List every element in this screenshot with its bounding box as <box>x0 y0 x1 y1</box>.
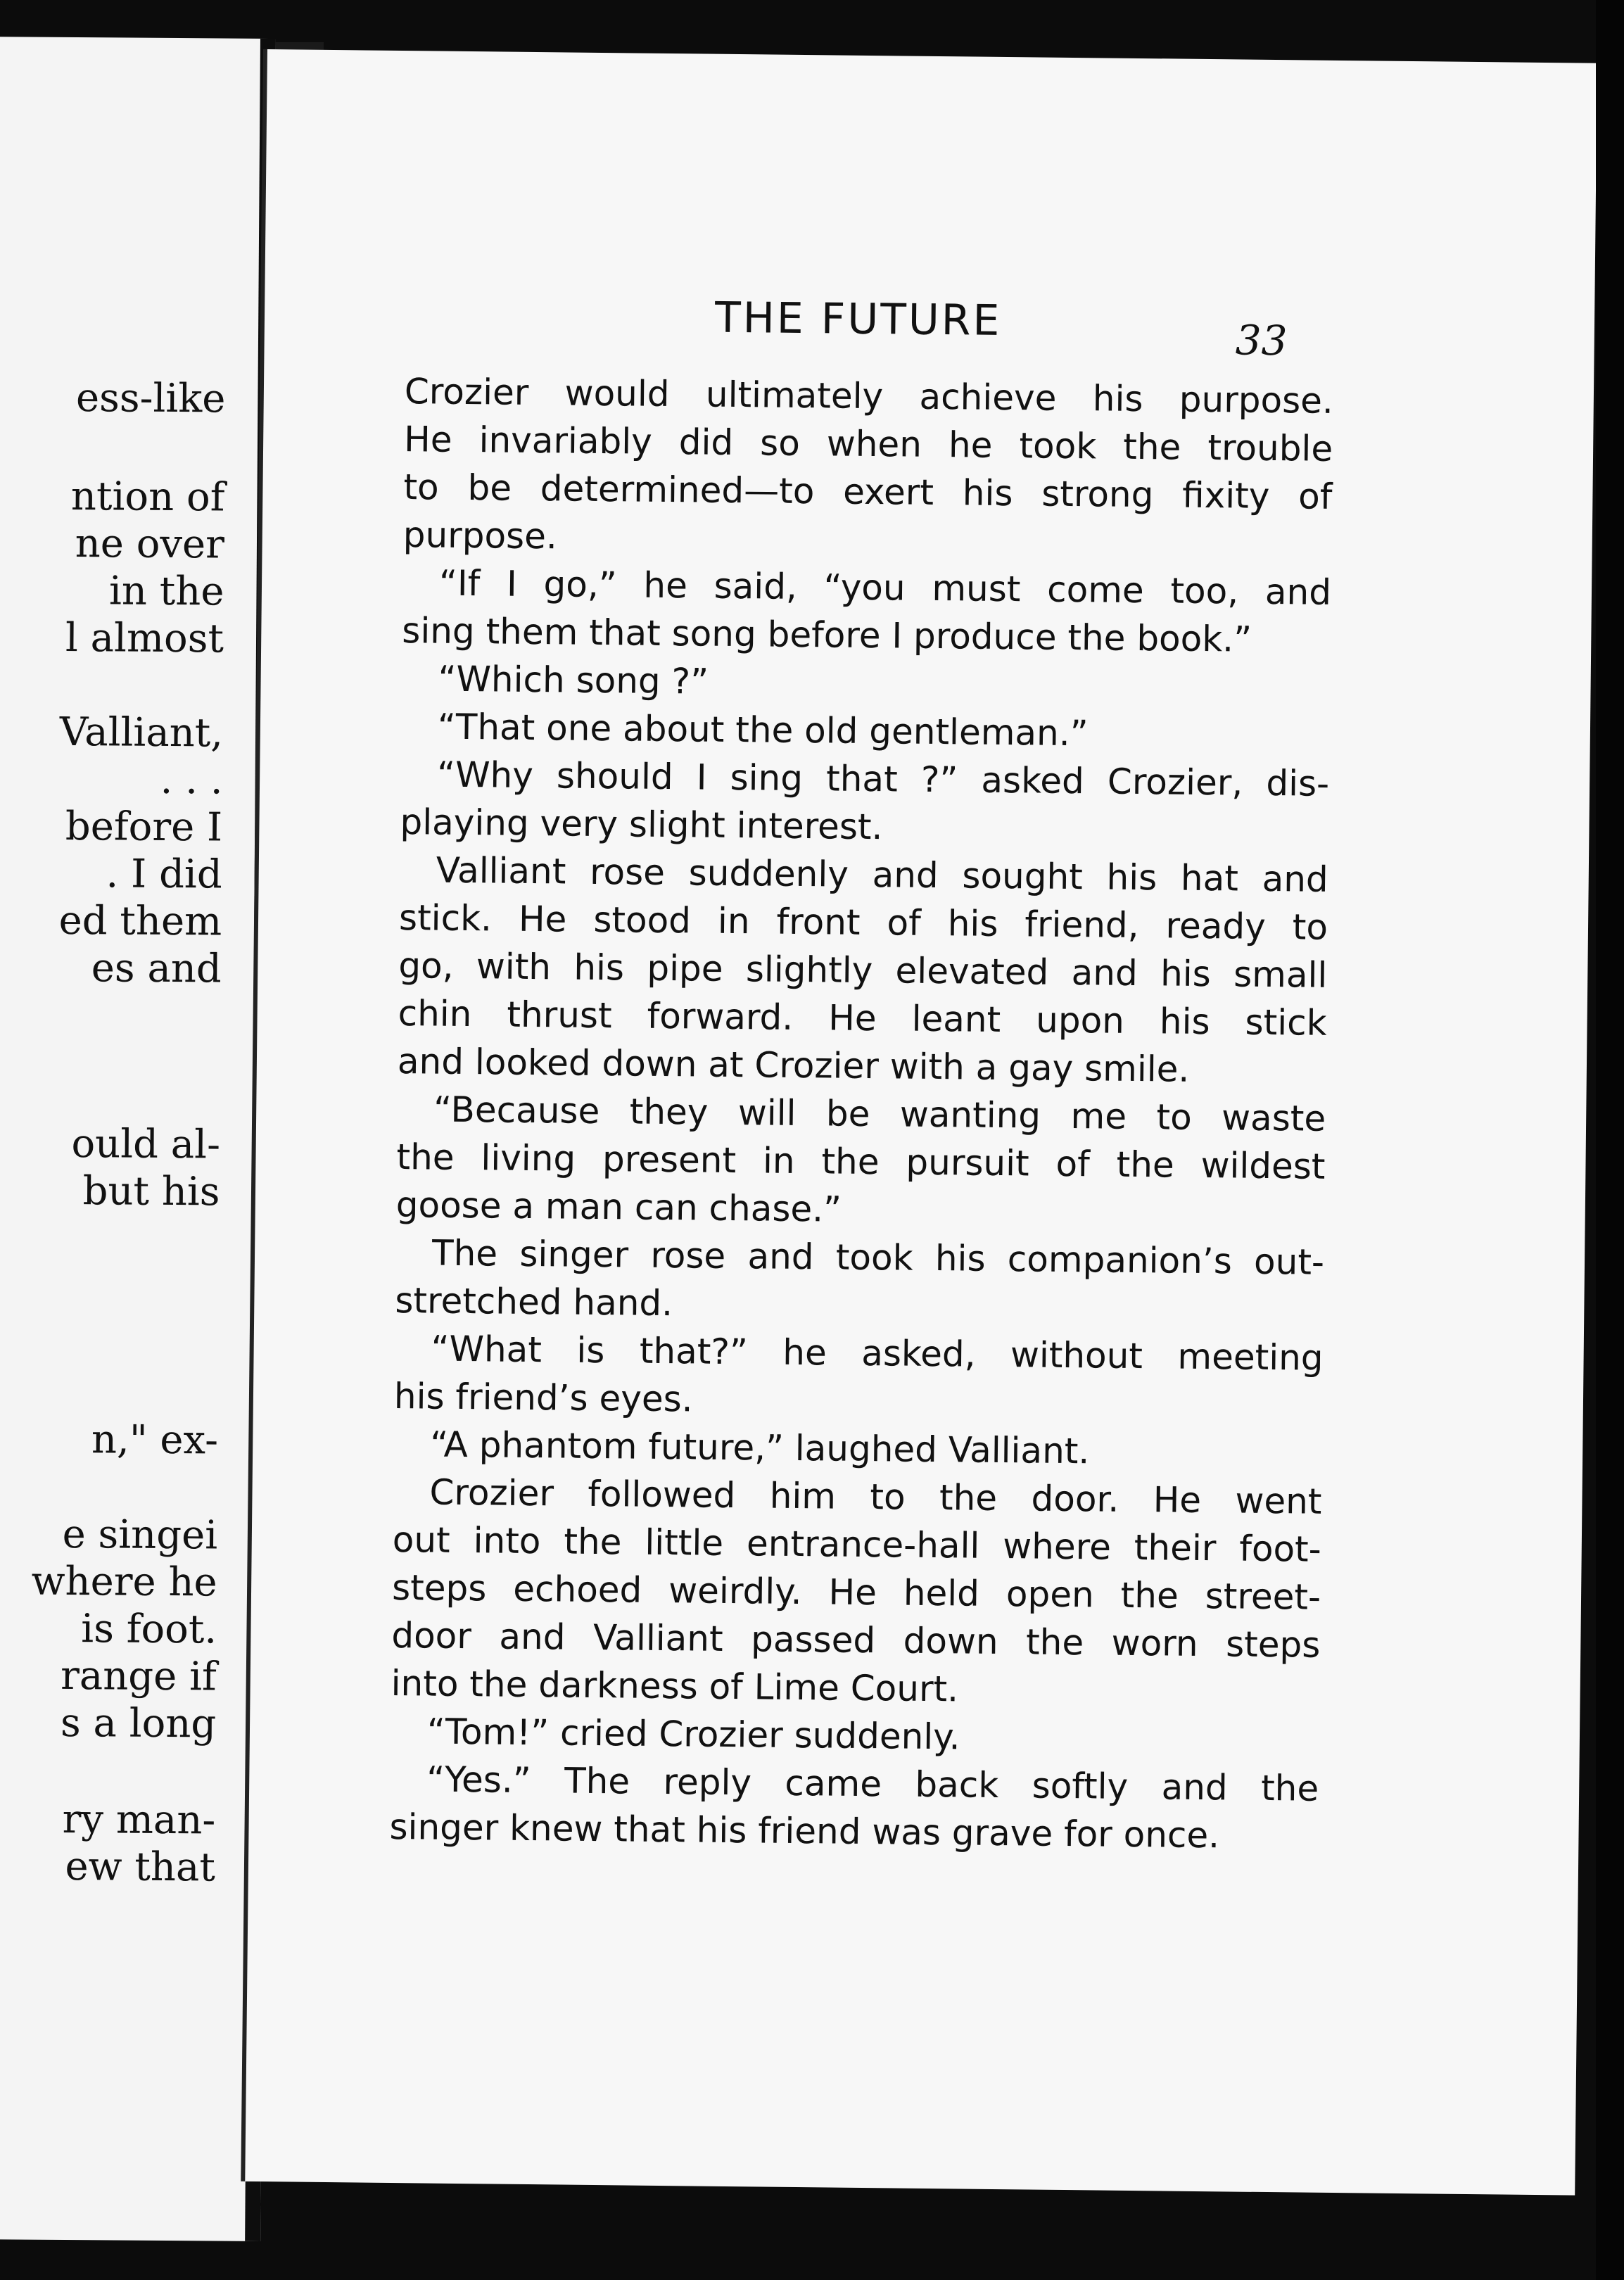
running-head: THE FUTURE <box>714 293 1002 346</box>
left-page-fragment: range if <box>60 1652 217 1700</box>
left-page-fragment: e singei <box>62 1511 218 1559</box>
text-line: stick. He stood in front of his friend, ready to <box>398 897 1328 948</box>
text-line: the living present in the pursuit of the wildest <box>396 1136 1326 1187</box>
left-page-fragment: es and <box>91 945 222 992</box>
text-line: playing very slight interest. <box>400 802 883 848</box>
body-text <box>389 367 1333 1861</box>
text-line: into the darkness of Lime Court. <box>391 1662 959 1710</box>
left-page-fragment: ess-like <box>75 375 226 422</box>
left-page-fragment: s a long <box>60 1699 217 1747</box>
text-line: The singer rose and took his companion’s out- <box>431 1232 1325 1283</box>
text-line: out into the little entrance-hall where their foot- <box>392 1519 1322 1570</box>
left-page-fragment: ne over <box>75 521 225 568</box>
text-line: Valliant rose suddenly and sought his hat and <box>436 849 1329 900</box>
text-line: “That one about the old gentleman.” <box>437 706 1089 754</box>
text-line: steps echoed weirdly. He held open the street- <box>391 1566 1321 1618</box>
left-page-fragment: n," ex- <box>91 1417 219 1464</box>
left-page-fragment: ed them <box>58 897 222 945</box>
text-line: “Because they will be wanting me to waste <box>433 1089 1326 1139</box>
text-line: stretched hand. <box>395 1279 673 1324</box>
text-line: “Which song ?” <box>438 658 709 702</box>
left-page-fragment: ry man- <box>62 1796 216 1844</box>
left-page-fragment: . . . <box>160 756 223 804</box>
left-page-fragment: ould al- <box>71 1121 221 1168</box>
text-line: Crozier would ultimately achieve his purpose. <box>404 371 1334 422</box>
right-page <box>245 49 1597 2196</box>
text-line: He invariably did so when he took the trouble <box>403 419 1333 469</box>
left-page-fragment: l almost <box>65 614 224 662</box>
left-page-fragment: ew that <box>65 1843 216 1891</box>
text-line: and looked down at Crozier with a gay smile. <box>397 1041 1190 1090</box>
left-page-fragment: . I did <box>106 851 222 898</box>
text-line: go, with his pipe slightly elevated and his small <box>398 945 1328 996</box>
text-line: to be determined—to exert his strong fixity of <box>403 467 1333 517</box>
left-page <box>0 37 276 2241</box>
text-line: singer knew that his friend was grave for once. <box>389 1806 1220 1856</box>
text-line: his friend’s eyes. <box>393 1375 693 1420</box>
left-page-fragment: in the <box>108 568 224 615</box>
text-line: “Yes.” The reply came back softly and the <box>426 1759 1319 1809</box>
page-number: 33 <box>1235 316 1288 365</box>
text-line: goose a man can chase.” <box>395 1184 842 1230</box>
text-line: purpose. <box>402 514 558 557</box>
text-line: “Tom!” cried Crozier suddenly. <box>426 1711 960 1758</box>
text-line: “If I go,” he said, “you must come too, and <box>438 562 1332 613</box>
left-page-fragment: is foot. <box>81 1606 217 1653</box>
text-line: “A phantom future,” laughed Valliant. <box>429 1424 1090 1472</box>
text-line: door and Valliant passed down the worn steps <box>391 1614 1321 1666</box>
text-line: chin thrust forward. He leant upon his stick <box>398 993 1327 1044</box>
left-page-fragment: but his <box>82 1168 220 1215</box>
text-line: “What is that?” he asked, without meeting <box>431 1328 1324 1379</box>
left-page-fragment: before I <box>65 803 223 851</box>
left-page-fragment: ntion of <box>70 474 225 521</box>
text-line: sing them that song before I produce the book.” <box>402 610 1252 660</box>
left-page-fragment: where he <box>31 1558 217 1606</box>
text-line: Crozier followed him to the door. He went <box>429 1471 1322 1522</box>
scan-edge <box>1596 0 1624 2280</box>
left-page-fragment: Valliant, <box>59 709 224 756</box>
text-line: “Why should I sing that ?” asked Crozier, dis- <box>436 754 1330 804</box>
